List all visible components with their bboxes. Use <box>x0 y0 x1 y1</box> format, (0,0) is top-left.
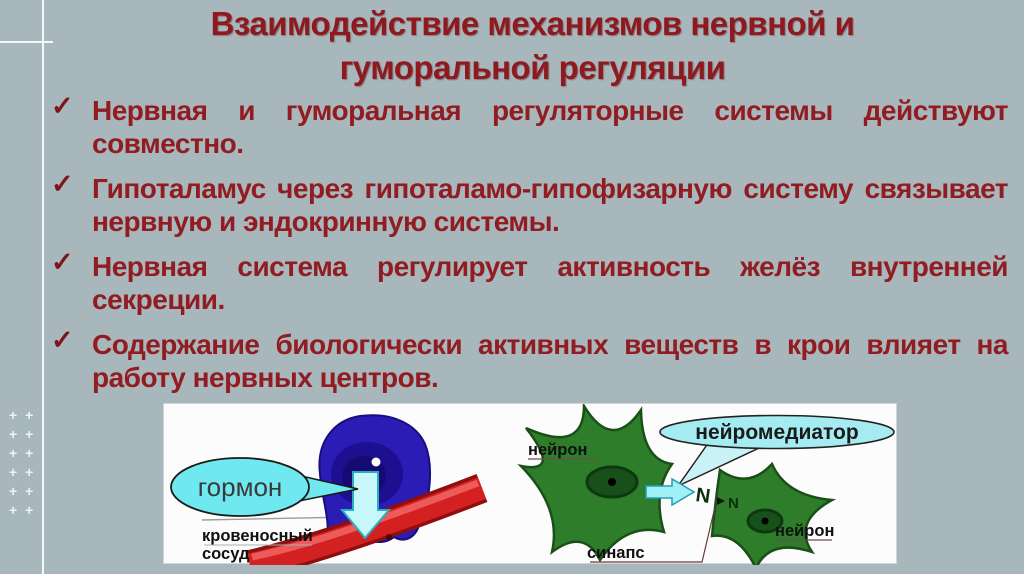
plus-row: + + <box>9 502 36 518</box>
check-icon: ✓ <box>51 325 74 355</box>
margin-plus-marks <box>9 406 35 520</box>
figure-panel <box>163 403 897 564</box>
hormone-bubble-label: гормон <box>197 472 283 502</box>
mediator-bubble-label: нейромедиатор <box>695 421 859 444</box>
figure-illustration <box>164 404 898 565</box>
title-line-2: гуморальной регуляции <box>339 49 726 86</box>
synapse-label: синапс <box>587 544 645 562</box>
neuron-left-nucleolus <box>608 478 616 486</box>
bullet-item <box>48 169 1008 238</box>
plus-row: + + <box>9 407 36 423</box>
plus-row: + + <box>9 426 36 442</box>
slide-title <box>43 2 1022 90</box>
check-icon: ✓ <box>51 169 74 199</box>
neuron-left-label: нейрон <box>528 441 588 459</box>
bullet-text: Гипоталамус через гипоталамо-гипофизарную систему связывает нервную и эндокринную системы. <box>92 173 1008 237</box>
plus-row: + + <box>9 483 36 499</box>
bullet-item <box>48 91 1008 160</box>
check-icon: ✓ <box>51 247 74 277</box>
bullet-list <box>48 91 1008 406</box>
neuron-right-nucleolus <box>762 518 769 525</box>
check-icon: ✓ <box>51 91 74 121</box>
vessel-label-line2: сосуд <box>202 545 250 563</box>
molecule-n1: N <box>694 484 712 508</box>
title-line-1: Взаимодействие механизмов нервной и <box>210 5 855 42</box>
bullet-text: Содержание биологически активных веществ в крои влияет на работу нервных центров. <box>92 329 1008 393</box>
bullet-text: Нервная система регулирует активность желёз внутренней секреции. <box>92 251 1008 315</box>
bullet-item <box>48 325 1008 394</box>
vessel-label-line1: кровеносный <box>202 527 313 545</box>
vessel-dot <box>386 534 392 540</box>
bullet-text: Нервная и гуморальная регуляторные системы действуют совместно. <box>92 95 1008 159</box>
plus-row: + + <box>9 464 36 480</box>
bullet-item <box>48 247 1008 316</box>
plus-row: + + <box>9 445 36 461</box>
neuron-right-label: нейрон <box>775 522 835 540</box>
gland-highlight <box>372 458 381 467</box>
molecule-n2: N <box>728 495 739 512</box>
